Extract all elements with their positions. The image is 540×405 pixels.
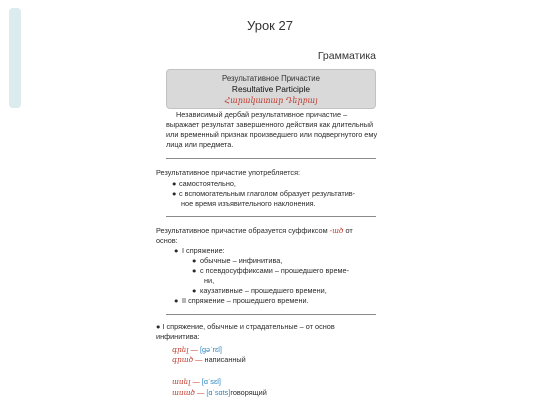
divider (166, 314, 376, 315)
list-item: ● с вспомогательным глаголом образует результатив- ное время изъявительного наклонения. (172, 189, 356, 208)
bullet-icon: ● (192, 266, 197, 275)
list-item: ● II спряжение – прошедшего времени. (174, 296, 309, 305)
suffix: -ած (329, 226, 344, 235)
lesson-title: Урок 27 (247, 18, 293, 33)
term-english: Resultative Participle (231, 84, 311, 94)
formation-list (166, 246, 376, 306)
intro-paragraph: Независимый дербай результативное причастие – выражает результат завершенного действия как длительный или временный признак произведшего или подвергнутого ему лица или предмета. (166, 110, 378, 149)
formation-lead: Результативное причастие образуется суффиксом -ած от основ: (156, 226, 353, 245)
divider (166, 158, 376, 159)
example-row: գրած — написанный (172, 355, 246, 364)
list-item: ● с псевдосуффиксами – прошедшего време- ни, (192, 266, 350, 285)
usage-lead: Результативное причастие употребляется: (156, 168, 301, 177)
conjugation-lead: ● I спряжение, обычные и страдательные – от основ инфинитива: (156, 322, 335, 341)
term-box (166, 69, 376, 109)
bullet-icon: ● (172, 179, 177, 188)
list-item: ● обычные – инфинитива, (192, 256, 283, 265)
list-item: ● I спряжение: (174, 246, 225, 255)
section-title: Грамматика (317, 50, 376, 62)
term-russian: Результативное Причастие (222, 74, 320, 83)
bullet-icon: ● (174, 246, 179, 255)
term-armenian: Հարակատար Դերբայ (224, 96, 318, 105)
divider (166, 216, 376, 217)
example-row: գրել — [gəˈrɛl] (172, 345, 222, 354)
bullet-icon: ● (192, 286, 197, 295)
bullet-icon: ● (172, 189, 177, 198)
list-item: ● самостоятельно, (172, 179, 236, 188)
bullet-icon: ● (174, 296, 179, 305)
list-item: ● каузативные – прошедшего времени, (192, 286, 327, 295)
bullet-icon: ● (192, 256, 197, 265)
example-row: ասած — [ɑˈsɑts]говорящий (172, 388, 267, 397)
usage-list (172, 179, 372, 209)
example-row: ասել — [ɑˈsɛl] (172, 377, 221, 386)
